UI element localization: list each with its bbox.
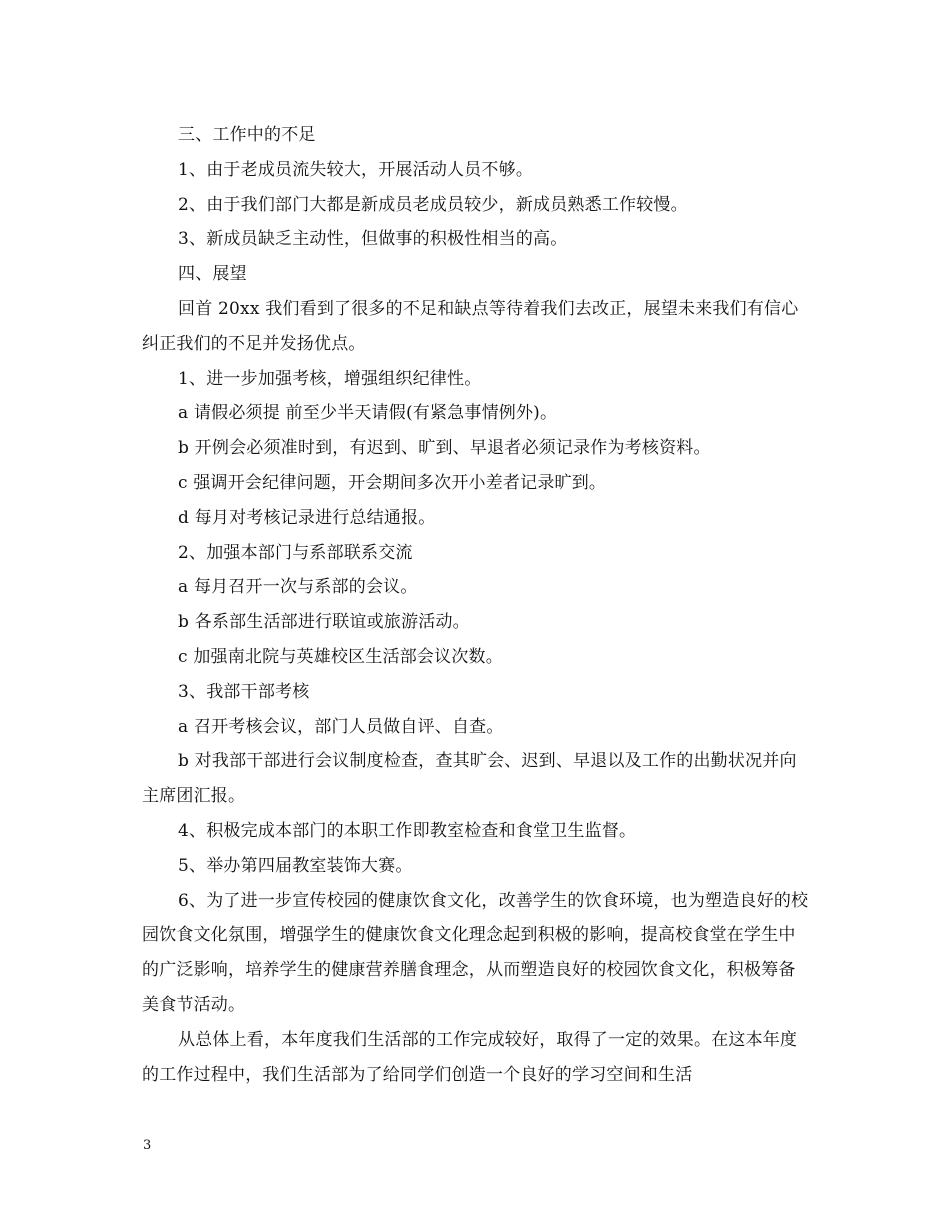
paragraph: 1、进一步加强考核，增强组织纪律性。: [178, 368, 482, 389]
paragraph: b 开例会必须准时到，有迟到、旷到、早退者必须记录作为考核资料。: [178, 438, 711, 459]
paragraph: b 对我部干部进行会议制度检查，查其旷会、迟到、早退以及工作的出勤状况并向主席团汇报。: [142, 751, 797, 807]
paragraph: 1、由于老成员流失较大，开展活动人员不够。: [178, 159, 534, 180]
paragraph: 3、我部干部考核: [178, 681, 310, 702]
section-heading-outlook: 四、展望: [178, 264, 247, 285]
section-heading-shortcomings: 三、工作中的不足: [178, 125, 316, 145]
paragraph: 回首 20xx 我们看到了很多的不足和缺点等待着我们去改正，展望未来我们有信心纠正我们的不足并发扬优点。: [142, 298, 799, 354]
paragraph: a 每月召开一次与系部的会议。: [178, 577, 418, 598]
paragraph: 6、为了进一步宣传校园的健康饮食文化，改善学生的饮食环境，也为塑造良好的校园饮食文化氛围，增强学生的健康饮食文化理念起到积极的影响，提高校食堂在学生中的广泛影响，培养学生的健康营养膳食理念，从而塑造良好的校园饮食文化，积极筹备美食节活动。: [142, 890, 809, 1015]
paragraph: 2、由于我们部门大都是新成员老成员较少，新成员熟悉工作较慢。: [178, 194, 688, 215]
paragraph: d 每月对考核记录进行总结通报。: [178, 507, 436, 528]
paragraph: b 各系部生活部进行联谊或旅游活动。: [178, 612, 470, 633]
paragraph: 从总体上看，本年度我们生活部的工作完成较好，取得了一定的效果。在这本年度的工作过程中，我们生活部为了给同学们创造一个良好的学习空间和生活: [142, 1029, 798, 1085]
paragraph: a 召开考核会议，部门人员做自评、自查。: [178, 716, 504, 737]
paragraph: 3、新成员缺乏主动性，但做事的积极性相当的高。: [178, 229, 568, 250]
page-number: 3: [143, 1138, 152, 1153]
paragraph: c 强调开会纪律问题，开会期间多次开小差者记录旷到。: [178, 472, 607, 493]
paragraph: c 加强南北院与英雄校区生活部会议次数。: [178, 646, 503, 667]
document-body: [142, 118, 810, 1092]
paragraph: 5、举办第四届教室装饰大赛。: [178, 855, 413, 876]
paragraph: a 请假必须提 前至少半天请假(有紧急事情例外)。: [178, 403, 558, 424]
paragraph: 4、积极完成本部门的本职工作即教室检查和食堂卫生监督。: [178, 820, 637, 841]
paragraph: 2、加强本部门与系部联系交流: [178, 542, 413, 563]
